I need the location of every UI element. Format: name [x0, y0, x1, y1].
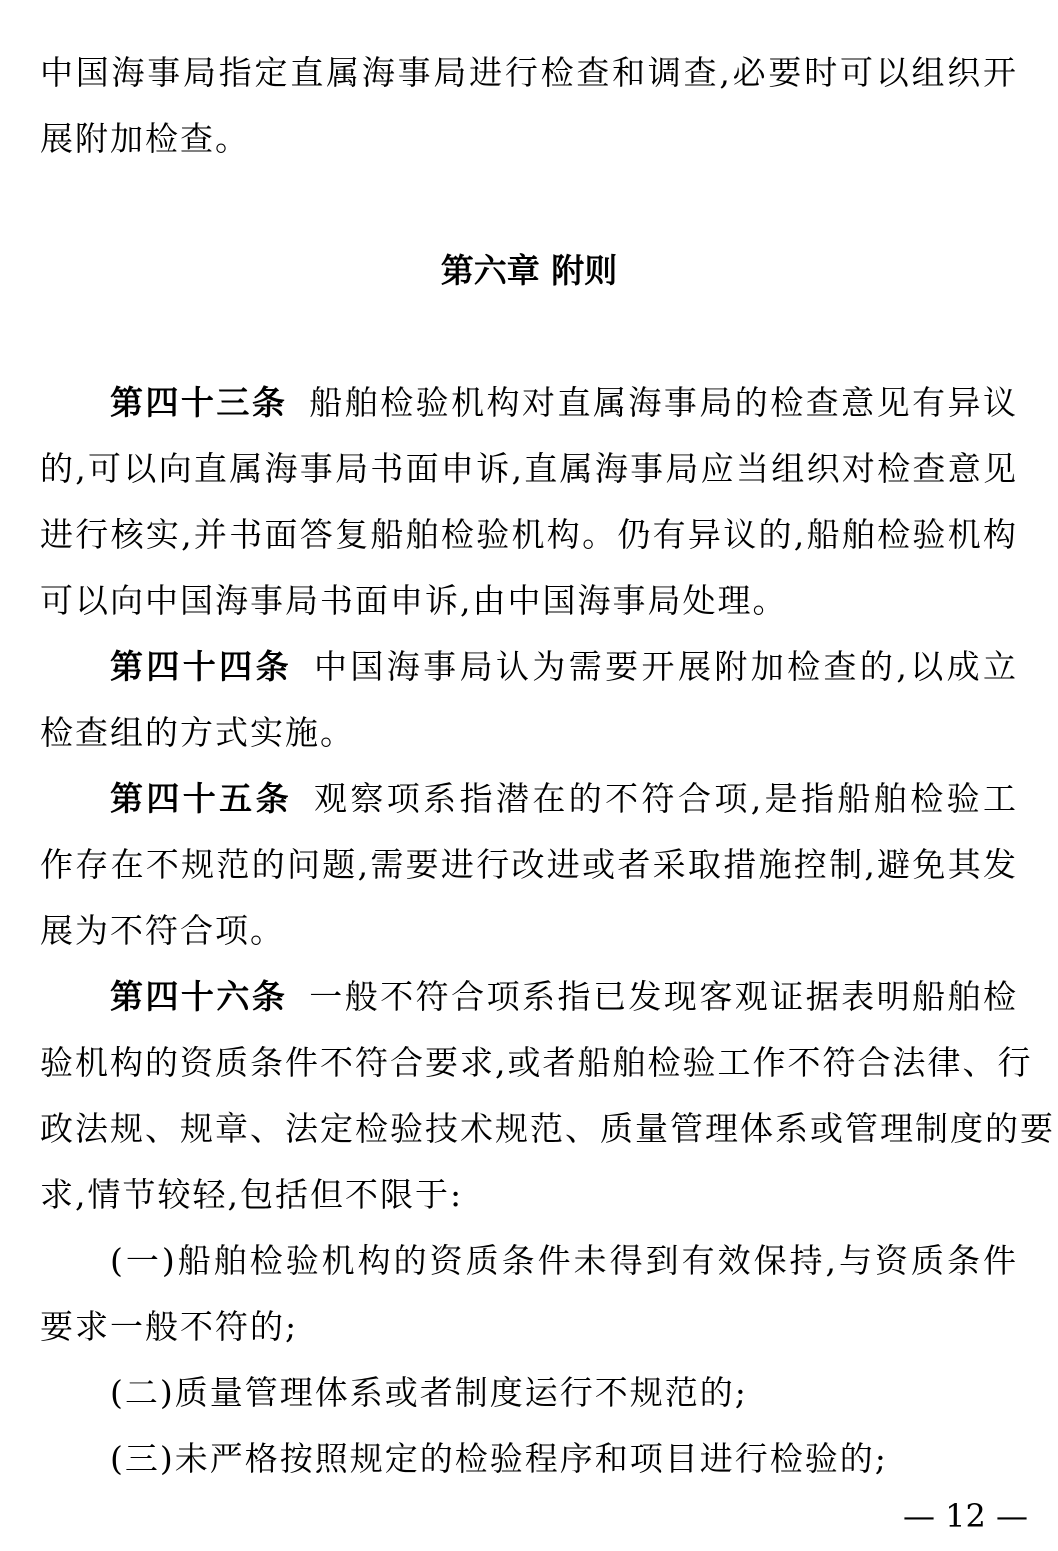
article-line: 验机构的资质条件不符合要求,或者船舶检验工作不符合法律、行 [40, 1043, 1033, 1082]
page-number: — 12 — [902, 1497, 1028, 1535]
article-43 [40, 370, 1018, 634]
article-line: 求,情节较轻,包括但不限于: [40, 1175, 464, 1214]
article-number: 第四十六条 [110, 977, 288, 1016]
article-line: 作存在不规范的问题,需要进行改进或者采取措施控制,避免其发 [40, 845, 1018, 884]
article-line: 的,可以向直属海事局书面申诉,直属海事局应当组织对检查意见 [40, 449, 1018, 488]
list-item: (二)质量管理体系或者制度运行不规范的; [110, 1373, 748, 1412]
document-page [40, 40, 1055, 1492]
article-number: 第四十五条 [110, 779, 292, 818]
article-text: 船舶检验机构对直属海事局的检查意见有异议 [309, 383, 1019, 422]
article-first-line [40, 964, 1018, 1030]
article-46 [40, 964, 1055, 1228]
list-item-continuation: 要求一般不符的; [40, 1307, 299, 1346]
article-45 [40, 766, 1018, 964]
article-first-line [40, 370, 1018, 436]
article-44 [40, 634, 1018, 766]
list-item: (三)未严格按照规定的检验程序和项目进行检验的; [110, 1439, 888, 1478]
article-text: 一般不符合项系指已发现客观证据表明船舶检 [309, 977, 1019, 1016]
intro-line: 中国海事局指定直属海事局进行检查和调查,必要时可以组织开 [40, 53, 1018, 92]
article-line: 检查组的方式实施。 [40, 713, 355, 752]
intro-line: 展附加检查。 [40, 119, 250, 158]
chapter-title: 第六章 附则 [440, 251, 618, 290]
article-number: 第四十三条 [110, 383, 288, 422]
article-text: 观察项系指潜在的不符合项,是指船舶检验工 [313, 779, 1018, 818]
article-first-line [40, 634, 1018, 700]
article-line: 政法规、规章、法定检验技术规范、质量管理体系或管理制度的要 [40, 1109, 1055, 1148]
item-list [40, 1228, 1018, 1492]
intro-paragraph [40, 40, 1018, 172]
article-line: 进行核实,并书面答复船舶检验机构。仍有异议的,船舶检验机构 [40, 515, 1018, 554]
list-item: (一)船舶检验机构的资质条件未得到有效保持,与资质条件 [110, 1241, 1018, 1280]
article-line: 可以向中国海事局书面申诉,由中国海事局处理。 [40, 581, 788, 620]
article-text: 中国海事局认为需要开展附加检查的,以成立 [313, 647, 1018, 686]
article-first-line [40, 766, 1018, 832]
article-line: 展为不符合项。 [40, 911, 285, 950]
article-number: 第四十四条 [110, 647, 292, 686]
